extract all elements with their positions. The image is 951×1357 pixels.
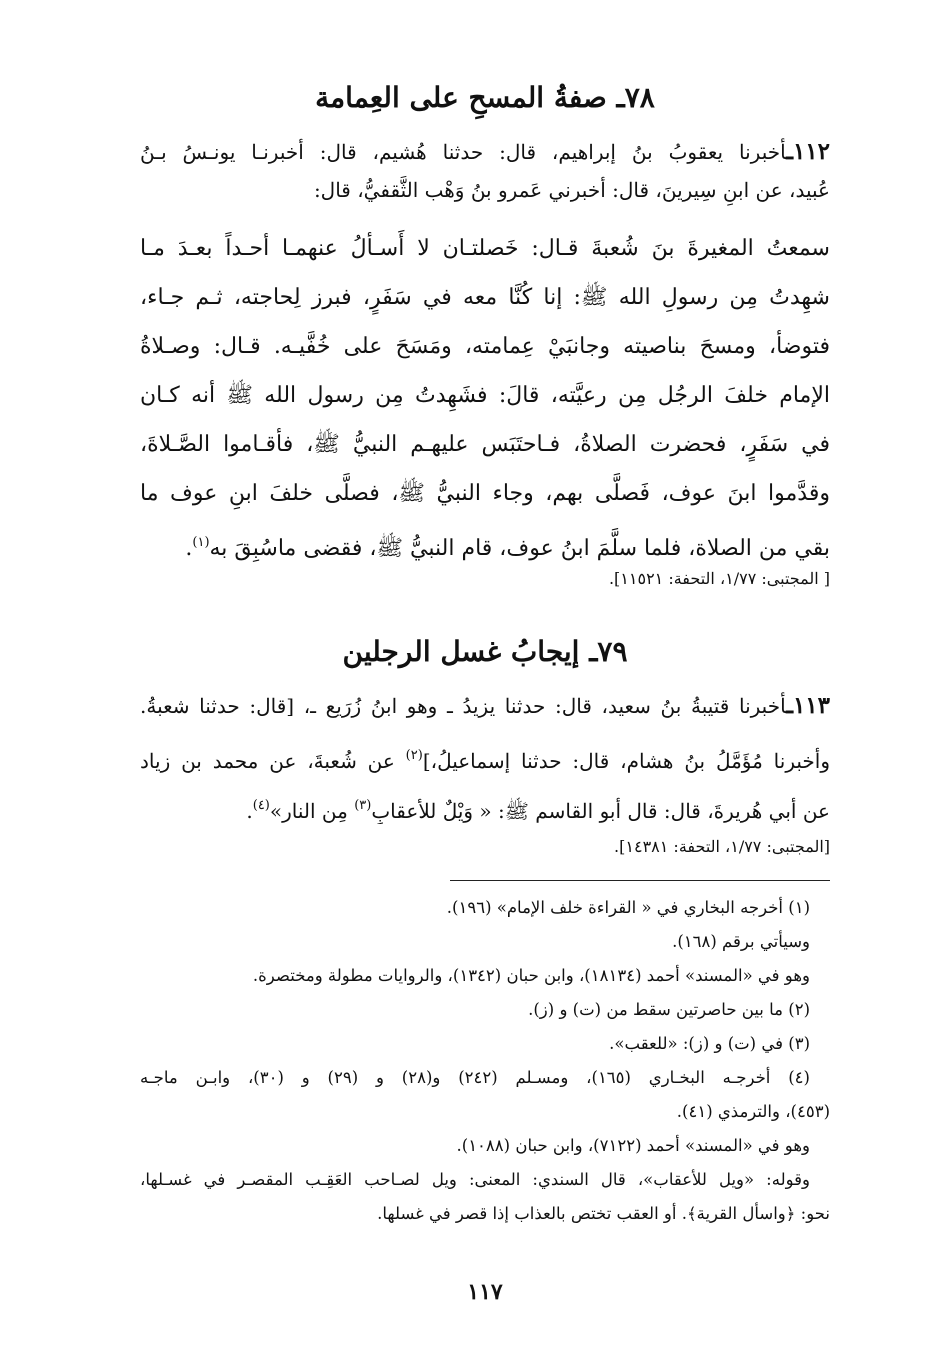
hadith-113-end-punct: .: [246, 799, 253, 823]
footnote-4-cont-2: وهو في «المسند» أحمد (٧١٢٢)، وابن حبان (١٠٨٨).: [456, 1136, 810, 1155]
hadith-113-line-1: [140, 688, 830, 724]
matn-line-1: سمعتُ المغيرةَ بنَ شُعبةَ قـال: خَصلتـان لا أَسـألُ عنهمـا أحـداً بعـدَ مـا: [140, 236, 830, 261]
hadith-113-text-1: أخبرنا قتيبةُ بنُ سعيد، قال: حدثنا يزيدُ ـ وهو ابنُ زُرَيع ـ، [قال: حدثنا شعبةُ.: [140, 694, 787, 718]
footnote-marker-1: (١): [192, 535, 210, 550]
footnote-marker-2: (٢): [405, 748, 423, 763]
matn-text-7: بقي من الصلاة، فلما سلَّمَ ابنُ عوف، قام النبيُّ ﷺ، فقضى ماسُبِقَ به: [209, 536, 830, 561]
footnote-4-cont-1: (٤٥٣)، والترمذي (٤١).: [676, 1102, 830, 1121]
footnote-1: (١) أخرجه البخاري في « القراءة خلف الإمام» (١٩٦).: [446, 898, 810, 917]
matn-line-7: [140, 522, 830, 564]
footnote-1-cont-2: وهو في «المسند» أحمد (١٨١٣٤)، وابن حبان (١٣٤٢)، والروايات مطولة ومختصرة.: [252, 966, 810, 985]
hadith-113-line-2: [140, 738, 830, 774]
hadith-113-line-3: [140, 788, 830, 824]
footnote-4-cont-3: وقوله: «ويل للأعقاب»، قال السندي: المعنى: ويل لصـاحب العَقِـب المقصـر في غسـلها،: [140, 1170, 810, 1189]
footnote-4-cont-4: نحو: ﴿واسأل القرية﴾. أو العقب تختص بالعذاب إذا قصر في غسلها.: [377, 1204, 830, 1223]
footnote-4: (٤) أخرجـه البخـاري (١٦٥)، ومسـلم (٢٤٢) و(٢٨) و (٢٩) و (٣٠)، وابـن ماجـه: [140, 1068, 810, 1087]
book-page: [140, 0, 830, 1357]
hadith-number-112: ١١٢ـ: [786, 138, 830, 165]
matn-line-6: وقدَّموا ابنَ عوف، فَصلَّى بهم، وجاء النبيُّ ﷺ، فصلَّى خلفَ ابنِ عوف ما: [140, 481, 830, 506]
hadith-113-text-3b: مِن النار»: [269, 799, 355, 823]
footnote-1-cont-1: وسيأتي برقم (١٦٨).: [672, 932, 810, 951]
chapter-heading-78: ٧٨ـ صفةُ المسحِ على العِمامة: [315, 81, 655, 114]
footnote-separator: [450, 880, 830, 881]
hadith-113-text-2b: عن شُعبةَ، عن محمد بن زياد: [140, 749, 406, 773]
hadith-number-113: ١١٣ـ: [786, 692, 830, 719]
matn-line-3: فتوضأ، ومسحَ بناصيته وجانبَيْ عِمامته، ومَسَحَ على خُفَّيـه. قـال: وصـلاةُ: [140, 334, 830, 359]
isnad-line-2: عُبيد، عن ابنِ سِيرينَ، قال: أخبرني عَمرو بنُ وَهْب الثَّقفيُّ، قال:: [313, 178, 830, 202]
matn-line-4: الإمام خلفَ الرجُل مِن رعيَّته، قالَ: فشَهِدتُ مِن رسول الله ﷺ أنه كـان: [140, 383, 830, 408]
reference-113: [المجتبى: ١/٧٧، التحفة: ١٤٣٨١].: [614, 837, 830, 856]
page-number: ١١٧: [467, 1279, 503, 1305]
footnote-marker-3: (٣): [354, 798, 372, 813]
hadith-113-text-3a: عن أبي هُريرةَ، قال: قال أبو القاسم ﷺ: « وَيْلٌ للأعقابِ: [371, 799, 830, 823]
footnote-3: (٣) في (ت) و (ز): «للعقب».: [609, 1034, 810, 1053]
footnote-2: (٢) ما بين حاصرتين سقط من (ت) و (ز).: [528, 1000, 810, 1019]
reference-112: [ المجتبى: ١/٧٧، التحفة: ١١٥٢١].: [608, 569, 830, 588]
matn-end-punct: .: [185, 536, 193, 561]
hadith-113-text-2a: وأخبرنا مُؤَمَّلُ بنُ هشام، قال: حدثنا إسماعيلُ،]: [422, 749, 830, 773]
matn-line-5: في سَفَرٍ، فحضرت الصلاةُ، فـاحتَبَس عليهـم النبيُّ ﷺ، فأقـاموا الصَّـلاةَ،: [140, 432, 830, 457]
isnad-text-1: أخبرنا يعقوبُ بنُ إبراهيم، قال: حدثنا هُشيم، قال: أخبرنـا يونـسُ بـنُ: [140, 140, 787, 164]
footnote-marker-4: (٤): [252, 798, 270, 813]
isnad-line-1: [140, 134, 830, 170]
chapter-heading-79: ٧٩ـ إيجابُ غسل الرجلين: [342, 635, 628, 668]
matn-line-2: شهِدتُ مِن رسولِ الله ﷺ: إنا كُنَّا معه في سَفَرٍ، فبرز لِحاجته، ثـم جـاء،: [140, 285, 830, 310]
